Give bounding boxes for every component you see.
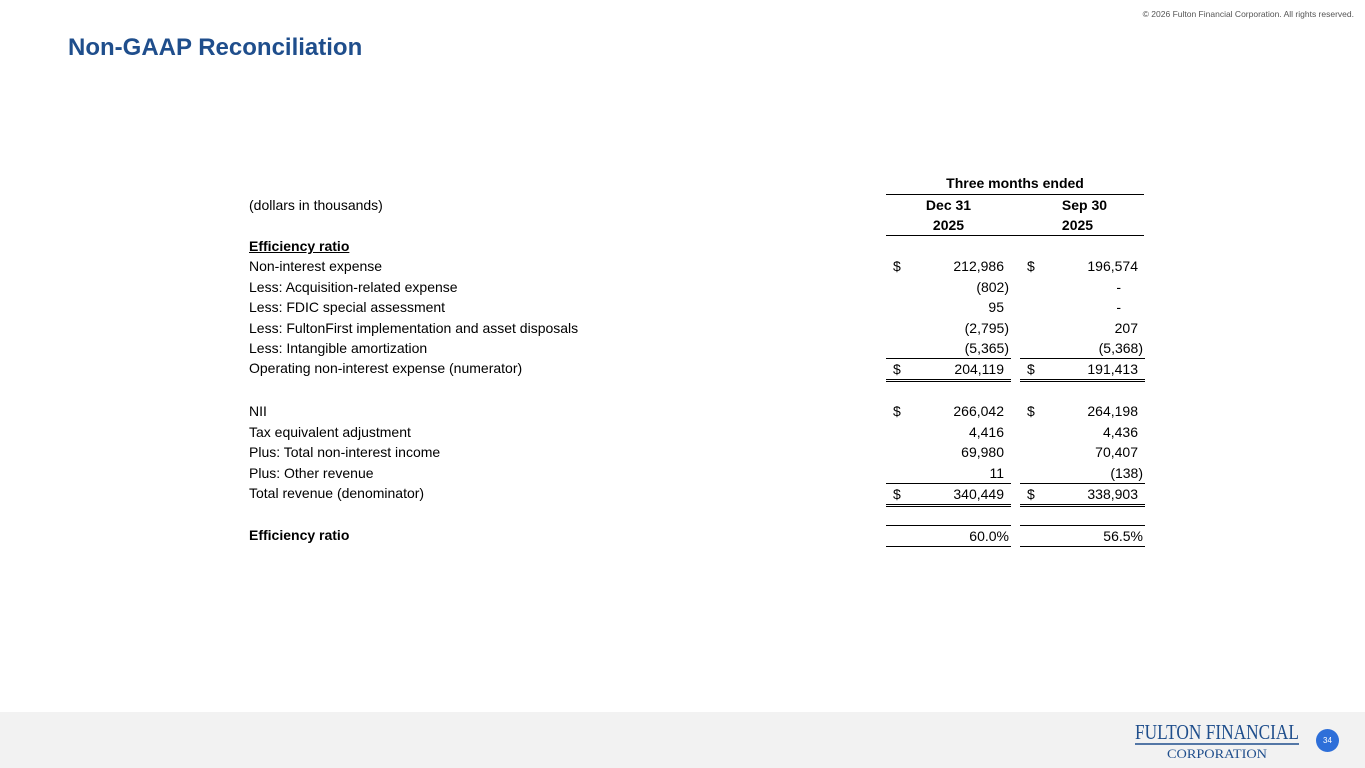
company-logo xyxy=(1133,721,1301,761)
row-label: Efficiency ratio xyxy=(249,527,350,543)
row-label: Non-interest expense xyxy=(249,258,383,274)
row-label: NII xyxy=(249,403,267,419)
currency-symbol: $ xyxy=(1027,258,1035,274)
value-dec31: 4,416 xyxy=(968,424,1004,440)
table-row xyxy=(249,318,1149,338)
units-label: (dollars in thousands) xyxy=(249,197,383,213)
row-label: Tax equivalent adjustment xyxy=(249,424,411,440)
table-row xyxy=(249,297,1149,317)
svg-text:FULTON FINANCIAL: FULTON FINANCIAL xyxy=(1135,721,1299,744)
value-sep30: 70,407 xyxy=(1095,444,1138,460)
page-number-badge: 34 xyxy=(1316,729,1339,752)
header-row-month xyxy=(249,195,1149,215)
currency-symbol: $ xyxy=(1027,403,1035,419)
row-label: Plus: Other revenue xyxy=(249,465,374,481)
table-row xyxy=(249,277,1149,297)
table-row-ratio xyxy=(249,525,1149,545)
table-row xyxy=(249,338,1149,358)
value-sep30: 56.5% xyxy=(1103,528,1143,544)
value-sep30: 4,436 xyxy=(1102,424,1138,440)
copyright-notice: © 2026 Fulton Financial Corporation. All rights reserved. xyxy=(1142,9,1354,19)
value-dec31: 204,119 xyxy=(954,361,1004,377)
currency-symbol: $ xyxy=(893,403,901,419)
row-label: Total revenue (denominator) xyxy=(249,485,425,501)
value-sep30: - xyxy=(1116,299,1121,315)
value-dec31: 95 xyxy=(988,299,1004,315)
currency-symbol: $ xyxy=(1027,361,1035,377)
table-row-subtotal xyxy=(249,358,1149,378)
value-sep30: 264,198 xyxy=(1087,403,1138,419)
value-dec31: 60.0% xyxy=(969,528,1009,544)
header-three-months-ended: Three months ended xyxy=(886,175,1144,195)
header-row-year xyxy=(249,215,1149,235)
currency-symbol: $ xyxy=(893,258,901,274)
value-dec31: (5,365) xyxy=(964,340,1009,356)
value-sep30: (5,368) xyxy=(1098,340,1143,356)
value-dec31: 212,986 xyxy=(953,258,1004,274)
svg-text:CORPORATION: CORPORATION xyxy=(1167,746,1268,761)
table-row xyxy=(249,442,1149,462)
currency-symbol: $ xyxy=(893,486,901,502)
col-header-year-1: 2025 xyxy=(932,217,965,233)
value-dec31: 266,042 xyxy=(953,403,1004,419)
table-row xyxy=(249,463,1149,483)
row-label: Operating non-interest expense (numerator) xyxy=(249,360,523,376)
row-label: Less: FDIC special assessment xyxy=(249,299,446,315)
section-heading-row xyxy=(249,236,1149,256)
value-sep30: - xyxy=(1116,279,1121,295)
value-dec31: (2,795) xyxy=(964,320,1009,336)
value-sep30: 338,903 xyxy=(1087,486,1138,502)
currency-symbol: $ xyxy=(1027,486,1035,502)
value-sep30: (138) xyxy=(1110,465,1143,481)
value-dec31: (802) xyxy=(976,279,1009,295)
value-sep30: 196,574 xyxy=(1087,258,1138,274)
currency-symbol: $ xyxy=(893,361,901,377)
col-header-year-2: 2025 xyxy=(1061,217,1094,233)
value-dec31: 340,449 xyxy=(953,486,1004,502)
row-label: Plus: Total non-interest income xyxy=(249,444,441,460)
table-row xyxy=(249,256,1149,276)
value-dec31: 69,980 xyxy=(961,444,1004,460)
table-row-subtotal xyxy=(249,483,1149,503)
row-label: Less: FultonFirst implementation and asset disposals xyxy=(249,320,579,336)
value-dec31: 11 xyxy=(989,465,1004,481)
table-row xyxy=(249,401,1149,421)
row-label: Less: Intangible amortization xyxy=(249,340,428,356)
table-row xyxy=(249,422,1149,442)
col-header-month-2: Sep 30 xyxy=(1061,197,1108,213)
section-heading: Efficiency ratio xyxy=(249,238,350,254)
value-sep30: 191,413 xyxy=(1087,361,1138,377)
page-title: Non-GAAP Reconciliation xyxy=(68,34,363,61)
row-label: Less: Acquisition-related expense xyxy=(249,279,458,295)
col-header-month-1: Dec 31 xyxy=(925,197,972,213)
value-sep30: 207 xyxy=(1114,320,1138,336)
